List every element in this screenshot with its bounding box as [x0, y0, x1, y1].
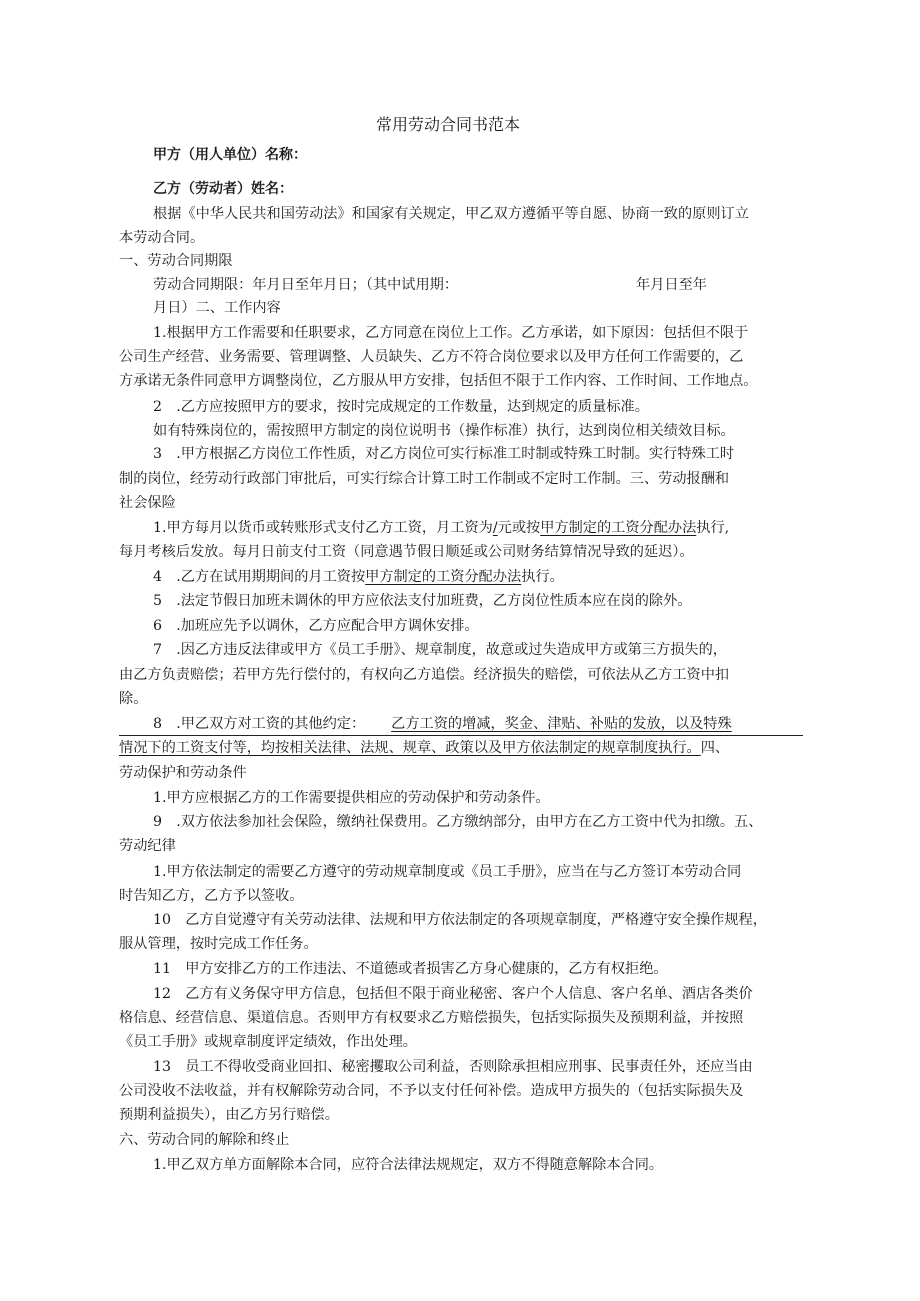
paragraph-line: 格信息、经营信息、渠道信息。否则甲方有权要求乙方赔偿损失，包括实际损失及预期利益，并按照 — [119, 1010, 744, 1026]
salary-text: 元或按 — [497, 520, 541, 536]
paragraph-line: 公司生产经营、业务需要、管理调整、人员缺失、乙方不符合岗位要求以及甲方任何工作需要的，乙 — [119, 349, 744, 365]
paragraph-line: 除。 — [119, 691, 148, 707]
paragraph-line: 每月考核后发放。每月日前支付工资（同意遇节假日顺延或公司财务结算情况导致的延迟）。 — [119, 544, 694, 560]
paragraph-line: 5 .法定节假日加班未调休的甲方应依法支付加班费，乙方岗位性质本应在岗的除外。 — [153, 593, 692, 609]
paragraph-line: 1.甲方依法制定的需要乙方遵守的劳动规章制度或《员工手册》，应当在与乙方签订本劳动合同 — [153, 864, 742, 880]
paragraph-line: 如有特殊岗位的，需按照甲方制定的岗位说明书（操作标准）执行，达到岗位相关绩效目标。 — [153, 423, 735, 439]
other-salary-terms: 情况下的工资支付等，均按相关法律、法规、规章、政策以及甲方依法制定的规章制度执行。 — [119, 740, 701, 756]
paragraph-line: 1.根据甲方工作需要和任职要求，乙方同意在岗位上工作。乙方承诺，如下原因：包括但不限于 — [153, 325, 749, 341]
paragraph-line: 预期利益损失），由乙方另行赔偿。 — [119, 1107, 339, 1123]
paragraph-line — [119, 738, 729, 758]
paragraph-line: 13 员工不得收受商业回扣、秘密攫取公司利益，否则除承担相应刑事、民事责任外，还应当由 — [153, 1059, 753, 1075]
other-salary-terms: 乙方工资的增减，奖金、津贴、补贴的发放，以及特殊 — [391, 716, 732, 732]
underline-rule — [119, 735, 803, 736]
party-b-label: 乙方（劳动者）姓名： — [153, 181, 293, 197]
probation-end-text: 年月日至年 — [636, 277, 707, 293]
paragraph-line: 时告知乙方，乙方予以签收。 — [119, 888, 304, 904]
paragraph-line: 11 甲方安排乙方的工作违法、不道德或者损害乙方身心健康的，乙方有权拒绝。 — [153, 961, 668, 977]
paragraph-line: 6 .加班应先予以调休，乙方应配合甲方调休安排。 — [153, 618, 479, 634]
paragraph-line: 3 .甲方根据乙方岗位工作性质，对乙方岗位可实行标准工时制或特殊工时制。实行特殊工时 — [153, 446, 735, 462]
party-a-label: 甲方（用人单位）名称： — [153, 147, 307, 163]
section-heading: 月日）二、工作内容 — [153, 300, 281, 316]
paragraph-line: 《员工手册》或规章制度评定绩效，作出处理。 — [119, 1034, 417, 1050]
probation-salary-text: 执行。 — [521, 569, 564, 585]
paragraph-line — [153, 714, 732, 734]
paragraph-line: 12 乙方有义务保守甲方信息，包括但不限于商业秘密、客户个人信息、客户名单、酒店各类价 — [153, 986, 753, 1002]
section-heading: 一、劳动合同期限 — [119, 253, 233, 269]
salary-amount-blank: / — [492, 520, 498, 536]
contract-term-text: 劳动合同期限：年月日至年月日；（其中试用期： — [153, 277, 459, 293]
section-heading: 社会保险 — [119, 495, 176, 511]
salary-method-text: 甲方制定的工资分配办法 — [365, 569, 522, 585]
intro-line: 根据《中华人民共和国劳动法》和国家有关规定，甲乙双方遵循平等自愿、协商一致的原则订立 — [153, 206, 749, 222]
probation-salary-text: 4 .乙方在试用期期间的月工资按 — [153, 569, 366, 585]
paragraph-line: 2 .乙方应按照甲方的要求，按时完成规定的工作数量，达到规定的质量标准。 — [153, 399, 649, 415]
paragraph-line — [153, 567, 564, 587]
section-heading: 四、 — [700, 740, 730, 756]
salary-method-text: 甲方制定的工资分配办法 — [540, 520, 697, 536]
salary-text: 执行, — [696, 520, 730, 536]
intro-line: 本劳动合同。 — [119, 230, 205, 246]
paragraph-line: 方承诺无条件同意甲方调整岗位，乙方服从甲方安排，包括但不限于工作内容、工作时间、工作地点。 — [119, 373, 758, 389]
document-title: 常用劳动合同书范本 — [376, 115, 521, 134]
salary-text: 1.甲方每月以货币或转账形式支付乙方工资，月工资为 — [153, 520, 493, 536]
paragraph-line: 9 .双方依法参加社会保险，缴纳社保费用。乙方缴纳部分，由甲方在乙方工资中代为扣缴。五、 — [153, 814, 763, 830]
paragraph-line: 制的岗位，经劳动行政部门审批后，可实行综合计算工时工作制或不定时工作制。三、劳动报酬和 — [119, 471, 730, 487]
paragraph-line: 7 .因乙方违反法律或甲方《员工手册》、规章制度，故意或过失造成甲方或第三方损失的， — [153, 642, 727, 658]
paragraph-line: 服从管理，按时完成工作任务。 — [119, 936, 318, 952]
section-heading: 劳动保护和劳动条件 — [119, 765, 247, 781]
section-heading: 六、劳动合同的解除和终止 — [119, 1132, 290, 1148]
paragraph-line: 1.甲乙双方单方面解除本合同，应符合法律法规规定，双方不得随意解除本合同。 — [153, 1157, 664, 1173]
other-salary-label: 8 .甲乙双方对工资的其他约定： — [153, 716, 366, 732]
section-heading: 劳动纪律 — [119, 838, 176, 854]
paragraph-line: 1.甲方应根据乙方的工作需要提供相应的劳动保护和劳动条件。 — [153, 790, 550, 806]
paragraph-line — [153, 518, 729, 538]
paragraph-line: 公司没收不法收益，并有权解除劳动合同，不予以支付任何补偿。造成甲方损失的（包括实际损失及 — [119, 1083, 744, 1099]
paragraph-line: 由乙方负责赔偿；若甲方先行偿付的，有权向乙方追偿。经济损失的赔偿，可依法从乙方工资中扣 — [119, 667, 730, 683]
paragraph-line: 10 乙方自觉遵守有关劳动法律、法规和甲方依法制定的各项规章制度，严格遵守安全操作规程， — [153, 912, 767, 928]
